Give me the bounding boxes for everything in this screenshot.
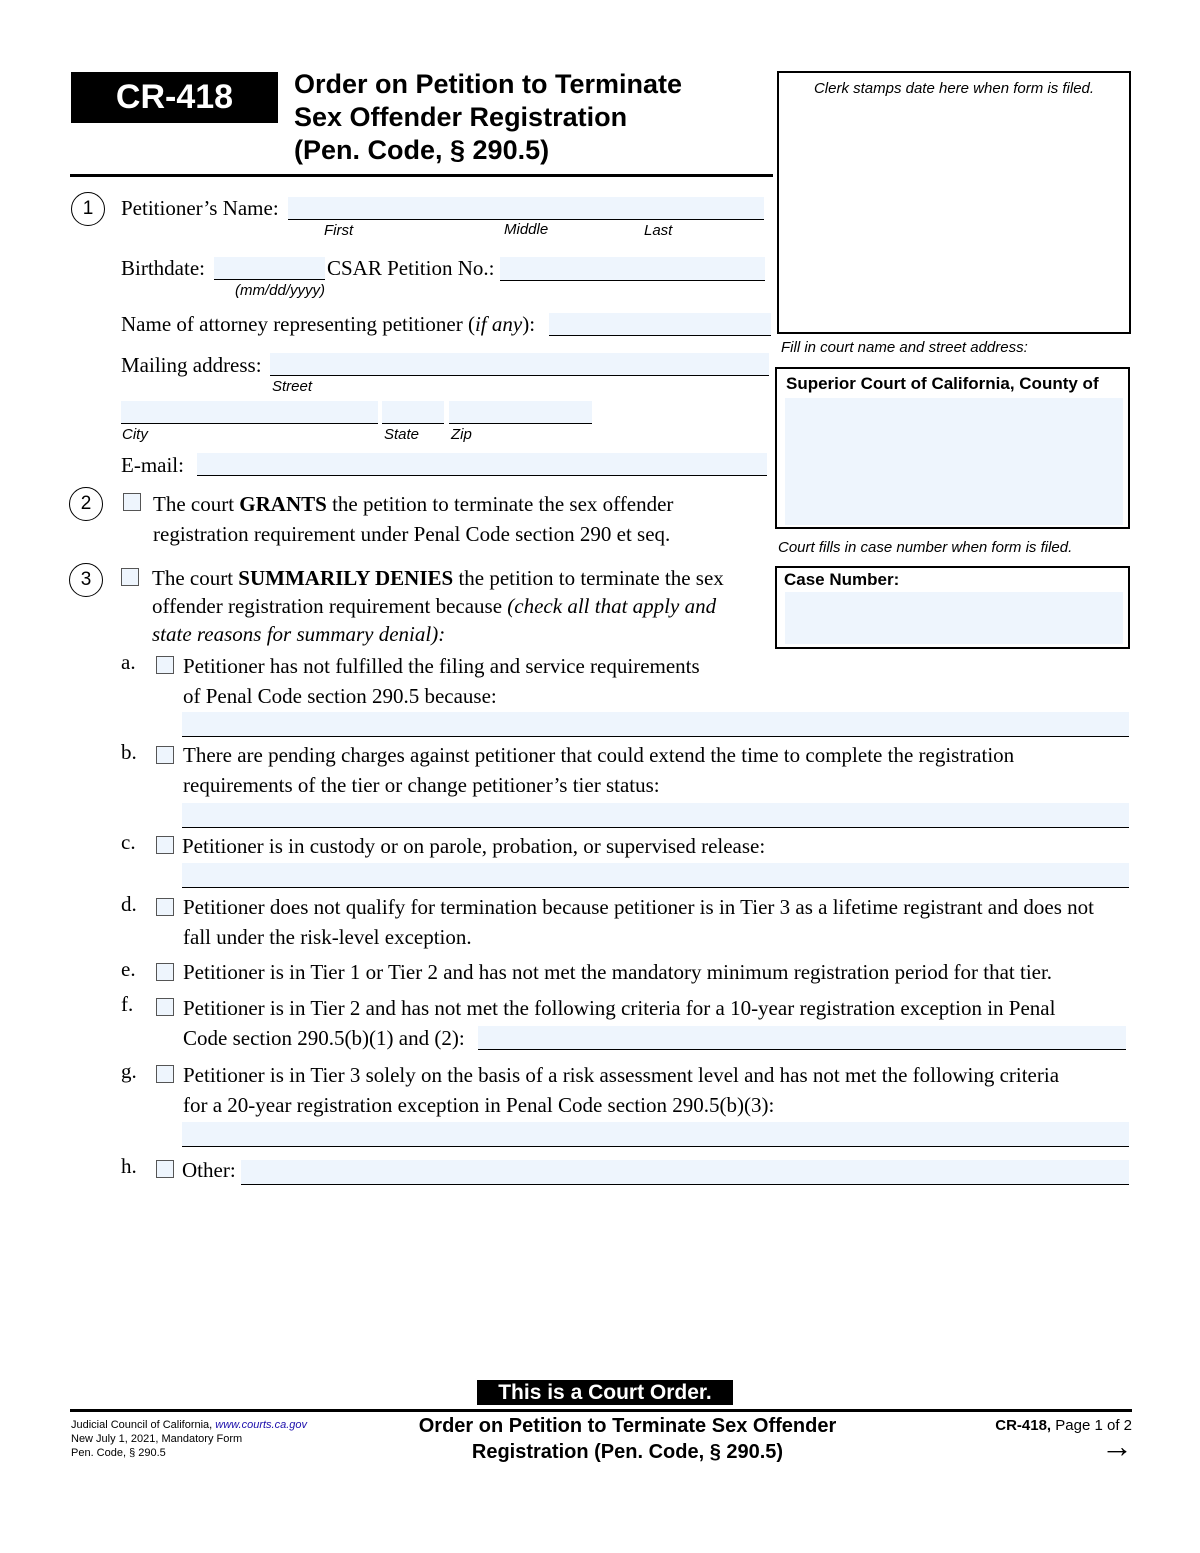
zip-caption: Zip	[451, 426, 472, 443]
item-3e-letter: e.	[121, 957, 136, 981]
footer-left-info	[71, 1418, 307, 1460]
grants-emphasis: GRANTS	[239, 492, 327, 516]
item-3g-checkbox[interactable]	[156, 1065, 174, 1083]
item-3e-line-1: Petitioner is in Tier 1 or Tier 2 and has not met the mandatory minimum registration period for that tier.	[183, 960, 1053, 984]
item-3b-line-1: There are pending charges against petitioner that could extend the time to complete the registration	[183, 743, 1015, 767]
csar-petition-label: CSAR Petition No.:	[327, 256, 495, 280]
street-field[interactable]	[270, 353, 769, 376]
item-3h-letter: h.	[121, 1154, 137, 1178]
city-caption: City	[122, 426, 148, 443]
court-name-box	[775, 367, 1130, 529]
item-3f-letter: f.	[121, 992, 134, 1016]
item-3-line-2	[152, 592, 767, 620]
footer-left-line-1	[71, 1418, 307, 1432]
petitioner-name-label: Petitioner’s Name:	[121, 196, 279, 220]
email-field[interactable]	[197, 453, 767, 476]
item-3h-other-field[interactable]	[241, 1160, 1129, 1185]
publisher-text: Judicial Council of California,	[71, 1419, 216, 1431]
footer-left-line-3: Pen. Code, § 290.5	[71, 1447, 166, 1459]
item-3e-checkbox[interactable]	[156, 963, 174, 981]
item-3a-line-2: of Penal Code section 290.5 because:	[183, 684, 497, 708]
item-3c-checkbox[interactable]	[156, 836, 174, 854]
title-line-3: (Pen. Code, § 290.5)	[294, 135, 550, 165]
item-3e-text	[183, 957, 1143, 987]
case-number-instruction: Court fills in case number when form is filed.	[778, 539, 1073, 556]
item-3h-label: Other:	[182, 1158, 236, 1182]
item-3a-text	[183, 651, 1123, 711]
item-2-number: 2	[69, 487, 103, 521]
birthdate-field[interactable]	[214, 257, 325, 280]
item-3c-text	[182, 831, 1127, 861]
petitioner-name-field[interactable]	[288, 197, 764, 220]
item-3a-line-1: Petitioner has not fulfilled the filing and service requirements	[183, 654, 700, 678]
item-3f-criteria-field[interactable]	[478, 1026, 1126, 1050]
footer-title-line-1: Order on Petition to Terminate Sex Offender	[418, 1415, 837, 1437]
attorney-label-post: ):	[522, 312, 536, 336]
birthdate-label: Birthdate:	[121, 256, 205, 280]
item-3a-reason-field[interactable]	[182, 712, 1129, 737]
attorney-label-pre: Name of attorney representing petitioner (	[121, 312, 475, 336]
courts-website-link[interactable]: www.courts.ca.gov	[215, 1419, 307, 1431]
last-name-caption: Last	[644, 222, 673, 239]
item-3f-checkbox[interactable]	[156, 998, 174, 1016]
title-line-2: Sex Offender Registration	[294, 102, 628, 132]
item-3g-line-1: Petitioner is in Tier 3 solely on the basis of a risk assessment level and has not met the following criteria	[183, 1063, 1060, 1087]
item-3-line-2-pre: offender registration requirement because	[152, 594, 508, 618]
court-name-label: Superior Court of California, County of	[786, 374, 1099, 393]
item-3g-letter: g.	[121, 1059, 137, 1083]
next-page-arrow-icon[interactable]: →	[1101, 1428, 1133, 1464]
case-number-box	[775, 566, 1130, 649]
summarily-denies-checkbox[interactable]	[121, 568, 139, 586]
title-line-1: Order on Petition to Terminate	[294, 69, 683, 99]
item-3g-text	[183, 1060, 1143, 1120]
item-2-line-1-post: the petition to terminate the sex offender	[326, 492, 674, 516]
item-3-line-1-post: the petition to terminate the sex	[453, 566, 724, 590]
footer-title-line-2: Registration (Pen. Code, § 290.5)	[471, 1441, 784, 1463]
item-3f-line-2: Code section 290.5(b)(1) and (2):	[183, 1026, 465, 1050]
item-3b-line-2: requirements of the tier or change petitioner’s tier status:	[183, 773, 660, 797]
footer-left-line-2: New July 1, 2021, Mandatory Form	[71, 1433, 243, 1445]
item-3-line-2-em: (check all that apply and	[507, 594, 717, 618]
item-3c-reason-field[interactable]	[182, 863, 1129, 888]
form-number: CR-418	[115, 78, 234, 116]
item-2-text	[153, 489, 773, 549]
mailing-address-label: Mailing address:	[121, 353, 262, 377]
item-3d-text	[183, 892, 1143, 952]
csar-petition-field[interactable]	[500, 257, 765, 281]
item-3d-line-1: Petitioner does not qualify for termination because petitioner is in Tier 3 as a lifetime registrant and does not	[183, 895, 1094, 919]
item-3-text	[152, 564, 767, 648]
clerk-stamp-caption: Clerk stamps date here when form is filed.	[813, 80, 1095, 97]
summarily-denies-emphasis: SUMMARILY DENIES	[238, 566, 454, 590]
item-2-line-1	[153, 489, 773, 519]
item-3g-line-2: for a 20-year registration exception in Penal Code section 290.5(b)(3):	[183, 1093, 775, 1117]
email-label: E-mail:	[121, 453, 184, 477]
item-3-line-1	[152, 564, 767, 592]
zip-field[interactable]	[449, 401, 592, 424]
item-3b-reason-field[interactable]	[182, 803, 1129, 828]
court-name-field[interactable]	[785, 398, 1123, 525]
item-3c-letter: c.	[121, 830, 136, 854]
state-field[interactable]	[382, 401, 444, 424]
item-3d-checkbox[interactable]	[156, 898, 174, 916]
item-2-line-1-pre: The court	[153, 492, 240, 516]
court-order-banner	[477, 1380, 733, 1405]
case-number-field[interactable]	[785, 592, 1123, 644]
attorney-label-em: if any	[474, 312, 523, 336]
footer-title	[390, 1413, 865, 1465]
city-field[interactable]	[121, 401, 378, 424]
court-name-instruction: Fill in court name and street address:	[781, 339, 1028, 356]
footer-rule	[70, 1409, 1132, 1412]
item-3c-line-1: Petitioner is in custody or on parole, probation, or supervised release:	[182, 834, 766, 858]
item-2-line-2: registration requirement under Penal Code section 290 et seq.	[153, 522, 671, 546]
court-order-banner-text: This is a Court Order.	[498, 1381, 712, 1404]
footer-form-number: CR-418,	[995, 1417, 1052, 1434]
attorney-field[interactable]	[549, 313, 771, 336]
item-3a-letter: a.	[121, 650, 136, 674]
middle-name-caption: Middle	[504, 221, 549, 238]
item-3f-line-1: Petitioner is in Tier 2 and has not met the following criteria for a 10-year registration exception in Penal	[183, 996, 1056, 1020]
first-name-caption: First	[324, 222, 354, 239]
street-caption: Street	[272, 378, 313, 395]
item-1-number: 1	[71, 192, 105, 226]
item-3d-line-2: fall under the risk-level exception.	[183, 925, 472, 949]
clerk-stamp-box	[777, 71, 1131, 334]
birthdate-format-caption: (mm/dd/yyyy)	[235, 282, 325, 299]
header-rule	[70, 174, 773, 177]
item-3-line-3	[152, 620, 767, 648]
item-3b-checkbox[interactable]	[156, 746, 174, 764]
item-3-number: 3	[69, 563, 103, 597]
form-number-badge	[71, 72, 278, 123]
grants-checkbox[interactable]	[123, 493, 141, 511]
item-3d-letter: d.	[121, 892, 137, 916]
item-3-line-3-em: state reasons for summary denial):	[152, 622, 446, 646]
attorney-label	[121, 309, 535, 339]
item-3h-checkbox[interactable]	[156, 1160, 174, 1178]
case-number-label: Case Number:	[784, 570, 900, 589]
item-3a-checkbox[interactable]	[156, 656, 174, 674]
form-title	[294, 68, 764, 167]
page-number: Page 1 of 2	[1055, 1417, 1132, 1434]
item-3-line-1-pre: The court	[152, 566, 239, 590]
item-3g-criteria-field[interactable]	[182, 1122, 1129, 1147]
item-3b-text	[183, 740, 1128, 800]
state-caption: State	[384, 426, 420, 443]
item-3b-letter: b.	[121, 740, 137, 764]
